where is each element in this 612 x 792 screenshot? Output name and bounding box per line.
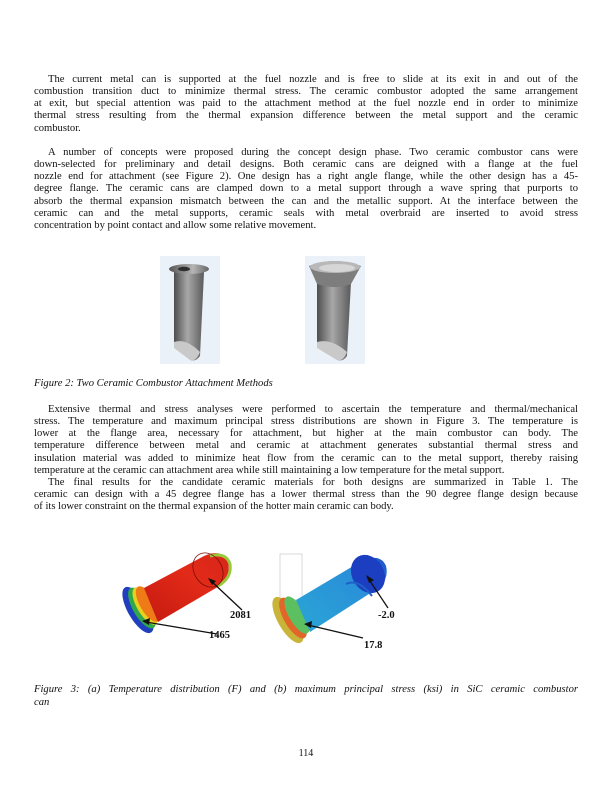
- stress-flange-label: 17.8: [364, 640, 383, 651]
- p4-line-1: The final results for the candidate ceramic materials for both designs are summarized in Table 1. The: [48, 477, 578, 488]
- p3-line-4: temperature difference between metal and ceramic at attachment generates substantial thermal stress and: [34, 440, 578, 452]
- page-number: 114: [298, 748, 314, 759]
- p3-line-5: insulation material was added to minimize heat flow from the ceramic can to the metal support, thereby raising: [34, 452, 578, 464]
- figure-3b-max-principal-stress: [268, 548, 418, 658]
- p3-line-1: Extensive thermal and stress analyses were performed to ascertain the temperature and thermal/mechanical: [48, 404, 578, 415]
- p2-line-3: nozzle end for attachment (see Figure 2). One design has a right angle flange, while the other design has a 45-: [34, 171, 578, 183]
- ceramic-can-right-angle-flange-icon: [160, 256, 220, 364]
- paragraph-4: [34, 477, 578, 513]
- temperature-max-label: 2081: [230, 610, 251, 621]
- p1-line-2: combustion transition duct to minimize thermal stress. The ceramic combustor adopted the same arrangement: [34, 86, 578, 98]
- p3-line-2: stress. The temperature and maximum principal stress distributions are shown in Figure 3. The temperature is: [34, 416, 578, 428]
- p4-line-2: ceramic can design with a 45 degree flange has a lower thermal stress than the 90 degree flange design because: [34, 489, 578, 501]
- p2-line-7: concentration by point contact and allow some relative movement.: [34, 219, 317, 231]
- temperature-plot-icon: [112, 548, 262, 648]
- temperature-min-label: 1465: [209, 630, 230, 641]
- figure-3-caption: [34, 684, 578, 709]
- p1-line-3: at exit, but special attention was paid to the attachment method at the fuel nozzle end in order to minimize: [34, 98, 578, 110]
- p1-line-4: thermal stress resulting from the thermal expansion difference between the metal support and the ceramic: [34, 110, 578, 122]
- p2-line-1: A number of concepts were proposed during the concept design phase. Two ceramic combustor cans were: [48, 147, 578, 158]
- figure-2-image-right-angle-flange: [160, 256, 220, 364]
- ceramic-can-45-degree-flange-icon: [305, 256, 365, 364]
- figure-3a-temperature-distribution: [112, 548, 262, 648]
- p4-line-3: of its lower constraint on the thermal expansion of the hotter main ceramic can body.: [34, 501, 394, 513]
- stress-body-label: -2.0: [378, 610, 395, 621]
- figure-3-caption-line-1: Figure 3: (a) Temperature distribution (F) and (b) maximum principal stress (ksi) in SiC ceramic combustor: [34, 684, 578, 695]
- figure-3-caption-line-2: can: [34, 696, 50, 708]
- p2-line-6: ceramic can and the metal supports, ceramic seals with metal overbraid are inserted to avoid stress: [34, 207, 578, 219]
- p2-line-2: down-selected for preliminary and detail designs. Both ceramic cans are deigned with a flange at the fuel: [34, 159, 578, 171]
- paragraph-1: [34, 74, 578, 135]
- stress-plot-icon: [268, 548, 418, 658]
- p2-line-4: degree flange. The ceramic cans are clamped down to a metal support through a wave spring that purports to: [34, 183, 578, 195]
- p2-line-5: absorb the thermal expansion mismatch between the can and the metallic support. At the interface between the: [34, 195, 578, 207]
- figure-2-caption: Figure 2: Two Ceramic Combustor Attachment Methods: [34, 378, 273, 389]
- p1-line-1: The current metal can is supported at the fuel nozzle and is free to slide at its exit in and out of the: [48, 74, 578, 85]
- p3-line-3: lower at the flange area, necessary for attachment, but higher at the main combustor can body. The: [34, 428, 578, 440]
- p3-line-6: temperature at the ceramic can attachment area while still maintaining a low temperature for the metal support.: [34, 464, 505, 476]
- paragraph-3: [34, 404, 578, 477]
- paragraph-2: [34, 147, 578, 232]
- p1-line-5: combustor.: [34, 122, 81, 134]
- figure-2-image-45-degree-flange: [305, 256, 365, 364]
